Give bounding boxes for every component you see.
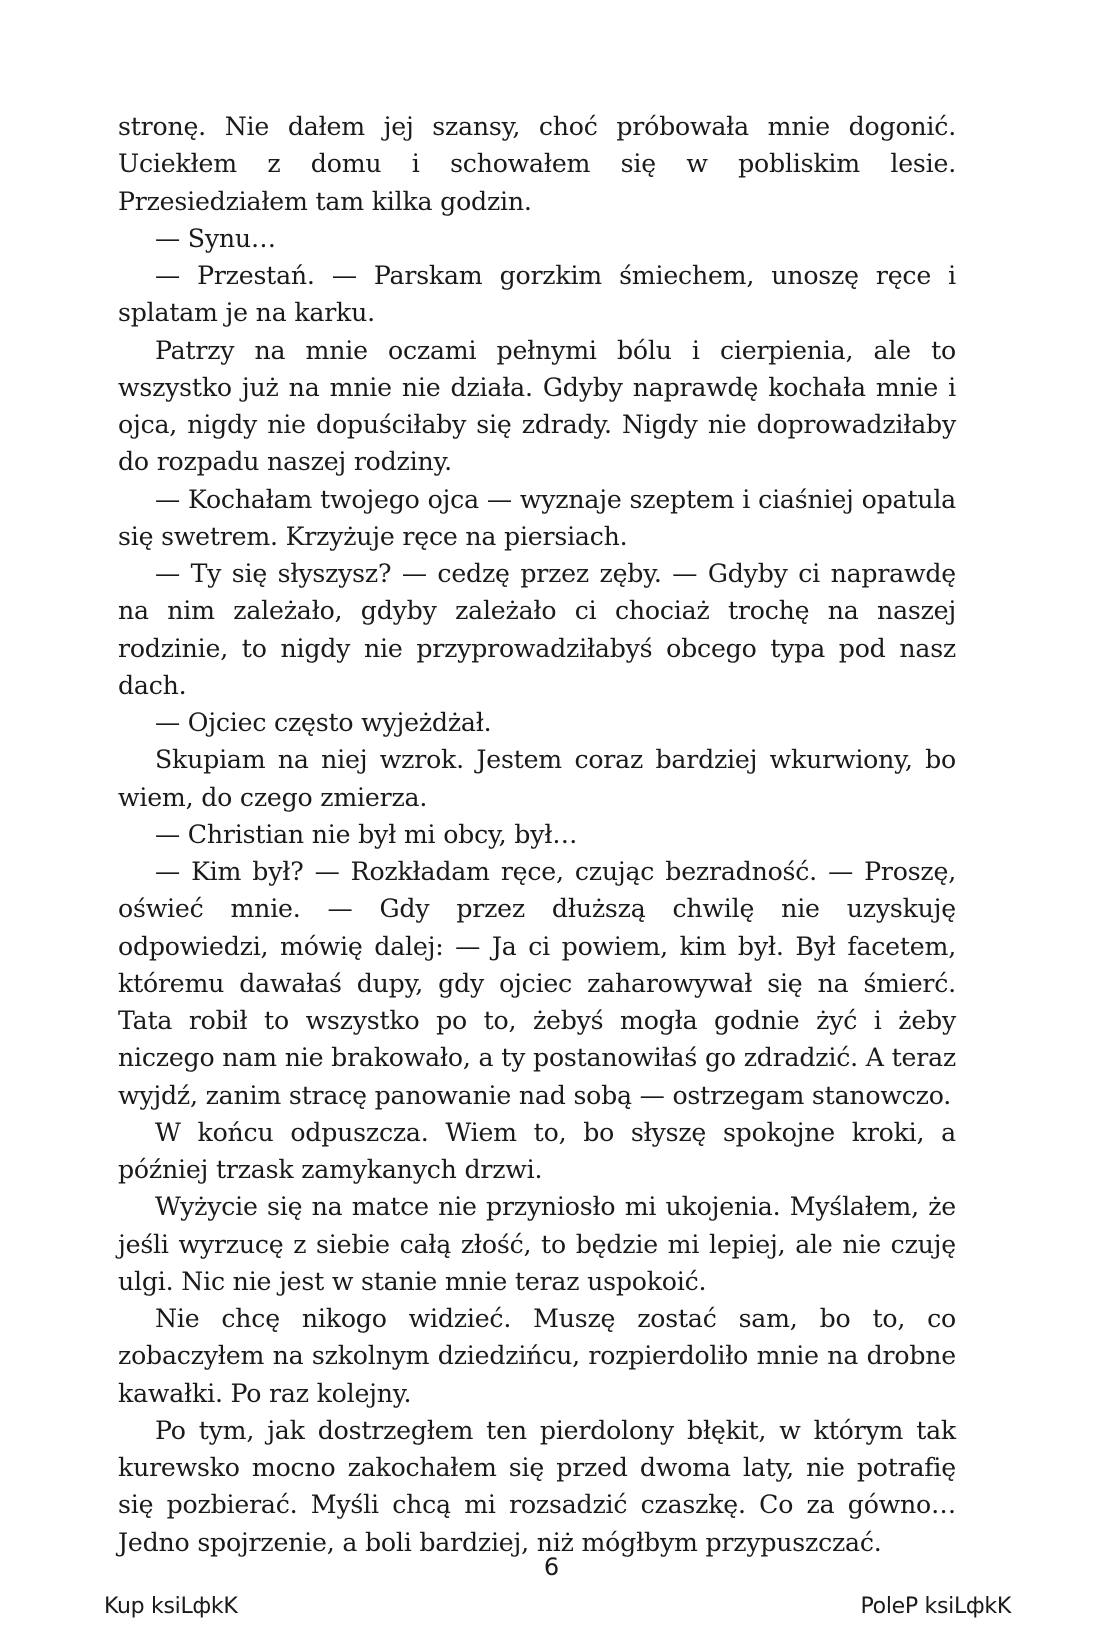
paragraph: — Christian nie był mi obcy, był… [155, 819, 578, 849]
paragraph: — Ty się słyszysz? — cedzę przez zęby. — Gdyby ci naprawdę na nim zależało, gdyby zależało ci chociaż trochę na naszej rodzinie, to nigdy nie przyprowadziłabyś obcego typa pod nasz dach. [118, 559, 956, 700]
paragraph: Nie chcę nikogo widzieć. Muszę zostać sam, bo to, co zobaczyłem na szkolnym dziedzińcu, rozpierdoliło mnie na drobne kawałki. Po raz kolejny. [118, 1304, 956, 1408]
page-number: 6 [543, 1553, 560, 1581]
paragraph: Skupiam na niej wzrok. Jestem coraz bardziej wkurwiony, bo wiem, do czego zmierza. [118, 745, 956, 812]
paragraph: W końcu odpuszcza. Wiem to, bo słyszę spokojne kroki, a później trzask zamykanych drzwi. [118, 1117, 956, 1184]
page-body-text [118, 108, 956, 1561]
paragraph: stronę. Nie dałem jej szansy, choć próbowała mnie dogonić. Uciekłem z domu i schowałem się w pobliskim lesie. Przesiedziałem tam kilka godzin. [118, 112, 956, 216]
paragraph: Patrzy na mnie oczami pełnymi bólu i cierpienia, ale to wszystko już na mnie nie działa. Gdyby naprawdę kochała mnie i ojca, nigdy nie dopuściłaby się zdrady. Nigdy nie doprowadziłaby do rozpadu naszej rodziny. [118, 335, 956, 477]
paragraph: Wyżycie się na matce nie przyniosło mi ukojenia. Myślałem, że jeśli wyrzucę z siebie całą złość, to będzie mi lepiej, ale nie czuję ulgi. Nic nie jest w stanie mnie teraz uspokoić. [118, 1192, 956, 1296]
buy-book-link[interactable]: Kup ksiLфkK [104, 1594, 238, 1619]
paragraph: — Kim był? — Rozkładam ręce, czując bezradność. — Proszę, oświeć mnie. — Gdy przez dłuższą chwilę nie uzyskuję odpowiedzi, mówię dalej: — Ja ci powiem, kim był. Był facetem, któremu dawałaś dupy, gdy ojciec zaharowywał się na śmierć. Tata robił to wszystko po to, żebyś mogła godnie żyć i żeby niczego nam nie brakowało, a ty postanowiłaś go zdradzić. A teraz wyjdź, zanim stracę panowanie nad sobą — ostrzegam stanowczo. [118, 857, 956, 1110]
paragraph: — Synu… [155, 223, 276, 253]
recommend-book-link[interactable]: PoleP ksiLфkK [860, 1594, 1011, 1619]
paragraph: — Przestań. — Parskam gorzkim śmiechem, unoszę ręce i splatam je na karku. [118, 261, 956, 328]
paragraph: — Kochałam twojego ojca — wyznaje szeptem i ciaśniej opatula się swetrem. Krzyżuje ręce na piersiach. [118, 484, 956, 551]
paragraph: — Ojciec często wyjeżdżał. [155, 708, 492, 737]
paragraph: Po tym, jak dostrzegłem ten pierdolony błękit, w którym tak kurewsko mocno zakochałem się przed dwoma laty, nie potrafię się pozbierać. Myśli chcą mi rozsadzić czaszkę. Co za gówno… Jedno spojrzenie, a boli bardziej, niż mógłbym przypuszczać. [118, 1415, 956, 1557]
